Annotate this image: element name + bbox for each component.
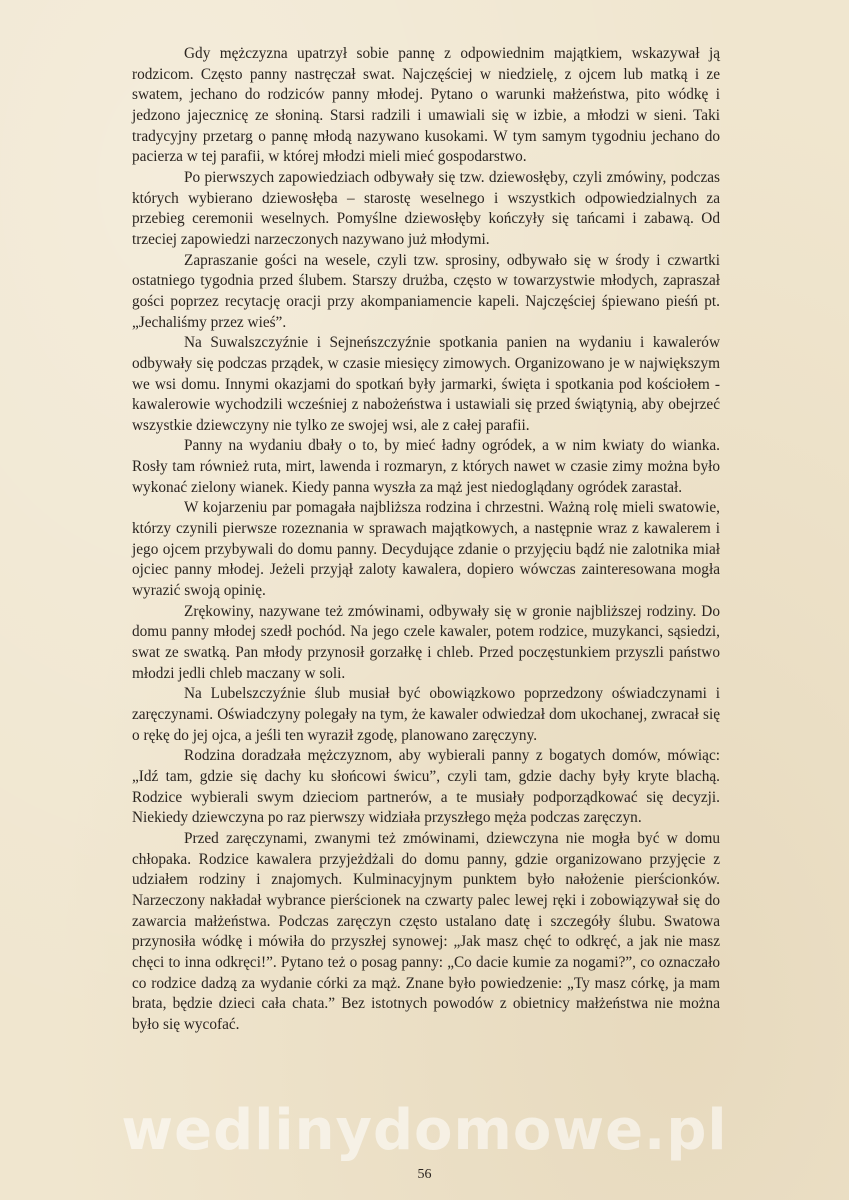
paragraph: Zrękowiny, nazywane też zmówinami, odbywały się w gronie najbliższej rodziny. Do domu panny młodej szedł pochód. Na jego czele kawaler, potem rodzice, muzykanci, sąsiedzi, swat ze swatką. Pan młody przynosił gorzałkę i chleb. Przed poczęstunkiem przyszli państwo młodzi jedli chleb maczany w soli. bbox=[132, 602, 720, 682]
paragraph: Przed zaręczynami, zwanymi też zmówinami, dziewczyna nie mogła być w domu chłopaka. Rodzice kawalera przyjeżdżali do domu panny, gdzie organizowano przyjęcie z udziałem rodziny i znajomych. Kulminacyjnym punktem było nałożenie pierścionków. Narzeczony nakładał wybrance pierścionek na czwarty palec lewej ręki i zobowiązywał się do zawarcia małżeństwa. Podczas zaręczyn często ustalano datę i szczegóły ślubu. Swatowa przynosiła wódkę i mówiła do przyszłej synowej: „Jak masz chęć to odkręć, a jak nie masz chęci to inna odkręci!”. Pytano też o posag panny: „Co dacie kumie za nogami?”, co oznaczało co rodzice dadzą za wydanie córki za mąż. Znane było powiedzenie: „Ty masz córkę, ja mam brata, będzie dzieci cała chata.” Bez istotnych powodów z obietnicy małżeństwa nie można było się wycofać. bbox=[132, 829, 720, 1033]
watermark: wedlinydomowe.pl bbox=[121, 1098, 728, 1163]
body-text bbox=[132, 44, 720, 1036]
paragraph: Rodzina doradzała mężczyznom, aby wybierali panny z bogatych domów, mówiąc: „Idź tam, gdzie się dachy ku słońcowi świcu”, czyli tam, gdzie dachy były kryte blachą. Rodzice wybierali swym dzieciom partnerów, a te musiały podporządkować się decyzji. Niekiedy dziewczyna po raz pierwszy widziała przyszłego męża podczas zaręczyn. bbox=[132, 747, 720, 827]
paragraph: Panny na wydaniu dbały o to, by mieć ładny ogródek, a w nim kwiaty do wianka. Rosły tam również ruta, mirt, lawenda i rozmaryn, z których nawet w czasie zimy można było wykonać zielony wianek. Kiedy panna wyszła za mąż jest niedoglądany ogródek zarastał. bbox=[132, 437, 720, 496]
page-number: 56 bbox=[417, 1167, 432, 1182]
paragraph: Po pierwszych zapowiedziach odbywały się tzw. dziewosłęby, czyli zmówiny, podczas których wybierano dziewosłęba – starostę weselnego i wszystkich odpowiedzialnych za przebieg ceremonii weselnych. Pomyślne dziewosłęby kończyły się tańcami i zabawą. Od trzeciej zapowiedzi narzeczonych nazywano już młodymi. bbox=[132, 168, 720, 248]
paragraph: Na Lubelszczyźnie ślub musiał być obowiązkowo poprzedzony oświadczynami i zaręczynami. Oświadczyny polegały na tym, że kawaler odwiedzał dom ukochanej, zwracał się o rękę do jej ojca, a jeśli ten wyraził zgodę, planowano zaręczyny. bbox=[132, 685, 720, 744]
paragraph: Zapraszanie gości na wesele, czyli tzw. sprosiny, odbywało się w środy i czwartki ostatniego tygodnia przed ślubem. Starszy drużba, często w towarzystwie młodych, zapraszał gości poprzez recytację oracji przy akompaniamencie kapeli. Najczęściej śpiewano pieśń pt. „Jechaliśmy przez wieś”. bbox=[132, 251, 720, 331]
paragraph: W kojarzeniu par pomagała najbliższa rodzina i chrzestni. Ważną rolę mieli swatowie, którzy czynili pierwsze rozeznania w sprawach majątkowych, a następnie wraz z kawalerem i jego ojcem przybywali do domu panny. Decydujące zdanie o przyjęciu bądź nie zalotnika miał ojciec panny młodej. Jeżeli przyjął zaloty kawalera, dopiero wówczas zainteresowana mogła wyrazić swoją opinię. bbox=[132, 499, 720, 600]
paragraph: Na Suwalszczyźnie i Sejneńszczyźnie spotkania panien na wydaniu i kawalerów odbywały się podczas prządek, w czasie miesięcy zimowych. Organizowano je w największym we wsi domu. Innymi okazjami do spotkań były jarmarki, święta i spotkania pod kościołem - kawalerowie wychodzili wcześniej z nabożeństwa i ustawiali się przed świątynią, aby obejrzeć wszystkie dziewczyny nie tylko ze swojej wsi, ale z całej parafii. bbox=[132, 334, 720, 434]
paragraph: Gdy mężczyzna upatrzył sobie pannę z odpowiednim majątkiem, wskazywał ją rodzicom. Często panny nastręczał swat. Najczęściej w niedzielę, z ojcem lub matką i ze swatem, jechano do rodziców panny młodej. Pytano o warunki małżeństwa, pito wódkę i jedzono jajecznicę ze słoniną. Starsi radzili i umawiali się w izbie, a młodzi w sieni. Taki tradycyjny przetarg o pannę młodą nazywano kusokami. W tym samym tygodniu jechano do pacierza w tej parafii, w której młodzi mieli mieć gospodarstwo. bbox=[132, 45, 720, 166]
